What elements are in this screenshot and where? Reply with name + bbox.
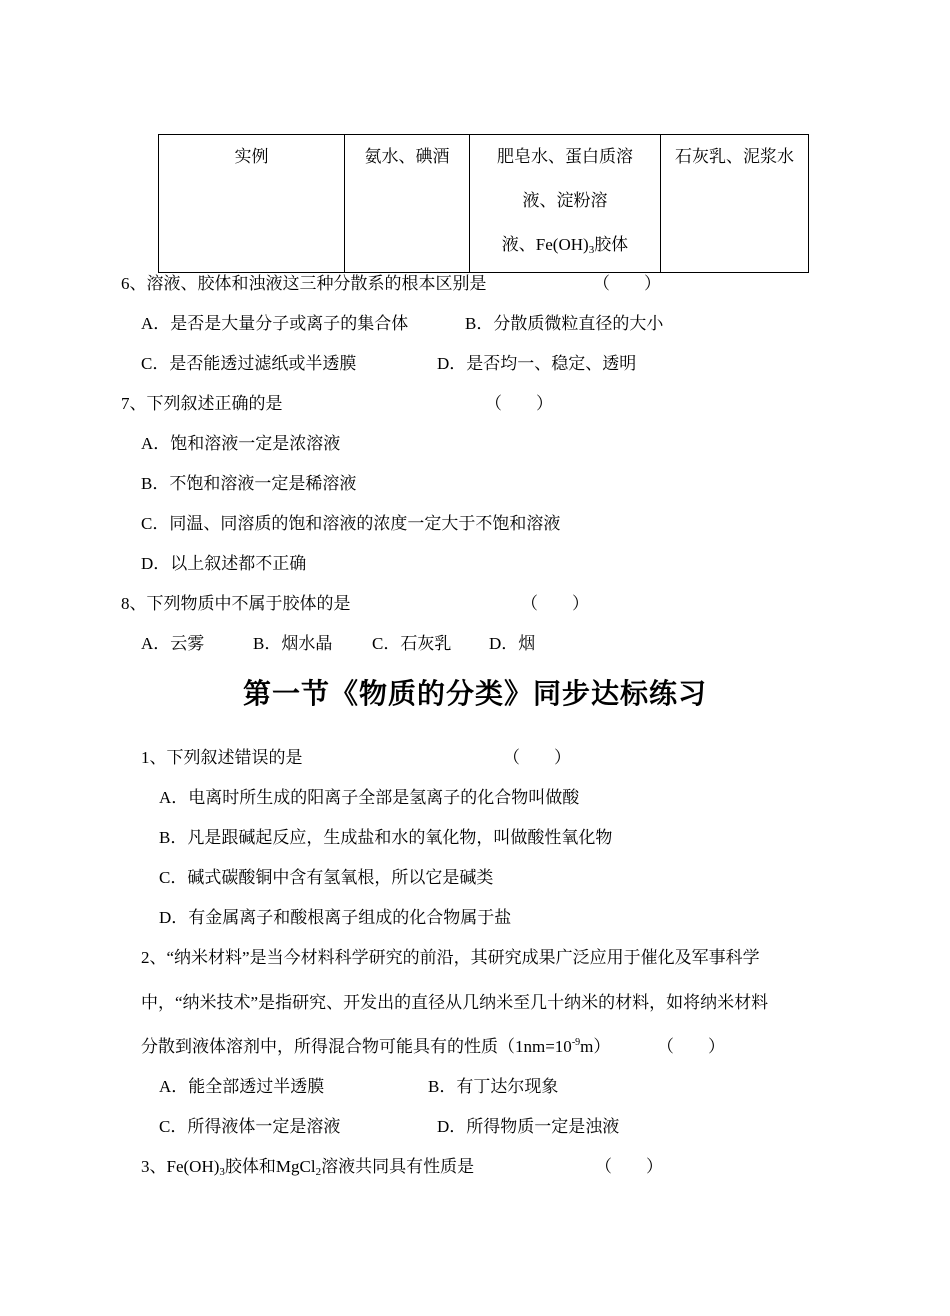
s1-option-c: C．碱式碳酸铜中含有氢氧根，所以它是碱类 — [159, 868, 494, 887]
cell-text: 石灰乳、泥浆水 — [675, 147, 794, 166]
q6-option-c: C．是否能透过滤纸或半透膜 — [141, 354, 357, 373]
s2-stem-line1: 2、“纳米材料”是当今材料科学研究的前沿，其研究成果广泛应用于催化及军事科学 — [141, 948, 760, 967]
q7-option-a: A．饱和溶液一定是浓溶液 — [141, 434, 341, 453]
q8-stem: 8、下列物质中不属于胶体的是 — [121, 594, 351, 613]
superscript: -9 — [571, 1037, 581, 1048]
s2-option-a: A．能全部透过半透膜 — [159, 1077, 325, 1096]
s1-option-b: B．凡是跟碱起反应，生成盐和水的氧化物，叫做酸性氧化物 — [159, 828, 613, 847]
q7-option-b: B．不饱和溶液一定是稀溶液 — [141, 474, 357, 493]
q6-stem: 6、溶液、胶体和浊液这三种分散系的根本区别是 — [121, 274, 487, 293]
s1-option-a: A．电离时所生成的阳离子全部是氢离子的化合物叫做酸 — [159, 788, 580, 807]
section-title: 第一节《物质的分类》同步达标练习 — [242, 677, 707, 710]
subscript: 3 — [219, 1166, 225, 1178]
q6-option-b: B．分散质微粒直径的大小 — [465, 314, 664, 333]
s2-option-b: B．有丁达尔现象 — [428, 1077, 559, 1096]
s3-text: 溶液共同具有性质是 — [321, 1157, 475, 1176]
cell-text: 实例 — [234, 147, 269, 166]
q6-option-a: A．是否是大量分子或离子的集合体 — [141, 314, 409, 333]
s2-option-d: D．所得物质一定是浊液 — [437, 1117, 620, 1136]
subscript: 2 — [315, 1166, 322, 1178]
q7-option-c: C．同温、同溶质的饱和溶液的浓度一定大于不饱和溶液 — [141, 514, 561, 533]
table-cell-label — [159, 135, 345, 273]
table-cell-solution — [345, 135, 470, 273]
s2-option-c: C．所得液体一定是溶液 — [159, 1117, 341, 1136]
s1-option-d: D．有金属离子和酸根离子组成的化合物属于盐 — [159, 908, 512, 927]
q8-option-c: C．石灰乳 — [372, 634, 452, 653]
cell-text: 胶体 — [594, 235, 629, 254]
s1-stem: 1、下列叙述错误的是 — [141, 748, 303, 767]
q6-option-d: D．是否均一、稳定、透明 — [437, 354, 637, 373]
q8-option-a: A．云雾 — [141, 634, 205, 653]
cell-line — [470, 223, 660, 272]
table-row — [159, 135, 809, 273]
subscript: 3 — [588, 244, 595, 256]
s2-answer-paren: （ ） — [657, 1037, 725, 1056]
s2-stem-line2: 中，“纳米技术”是指研究、开发出的直径从几纳米至几十纳米的材料，如将纳米材料 — [141, 993, 769, 1012]
s1-answer-paren: （ ） — [503, 748, 571, 767]
q7-option-d: D．以上叙述都不正确 — [141, 554, 307, 573]
q8-answer-paren: （ ） — [521, 594, 589, 613]
table-cell-suspension — [661, 135, 809, 273]
q6-answer-paren: （ ） — [593, 274, 661, 293]
q8-option-b: B．烟水晶 — [253, 634, 333, 653]
s2-stem-line3 — [141, 1032, 610, 1057]
s3-text: 3、Fe(OH) — [141, 1157, 220, 1176]
s3-answer-paren: （ ） — [595, 1157, 663, 1176]
s3-text: 胶体和MgCl — [224, 1157, 316, 1176]
q8-option-d: D．烟 — [489, 634, 536, 653]
q7-stem: 7、下列叙述正确的是 — [121, 394, 283, 413]
table-cell-colloid — [470, 135, 661, 273]
dispersion-table — [158, 134, 809, 273]
cell-line: 肥皂水、蛋白质溶 — [497, 147, 633, 166]
formula-text: 液、Fe(OH) — [501, 235, 589, 254]
cell-line: 液、淀粉溶 — [522, 191, 608, 210]
s2-line3-text: 分散到液体溶剂中，所得混合物可能具有的性质（1nm=10 — [141, 1037, 572, 1056]
q7-answer-paren: （ ） — [485, 394, 553, 413]
s3-stem — [141, 1152, 474, 1178]
cell-text: 氨水、碘酒 — [364, 147, 450, 166]
s2-line3-unit: m） — [580, 1037, 611, 1056]
